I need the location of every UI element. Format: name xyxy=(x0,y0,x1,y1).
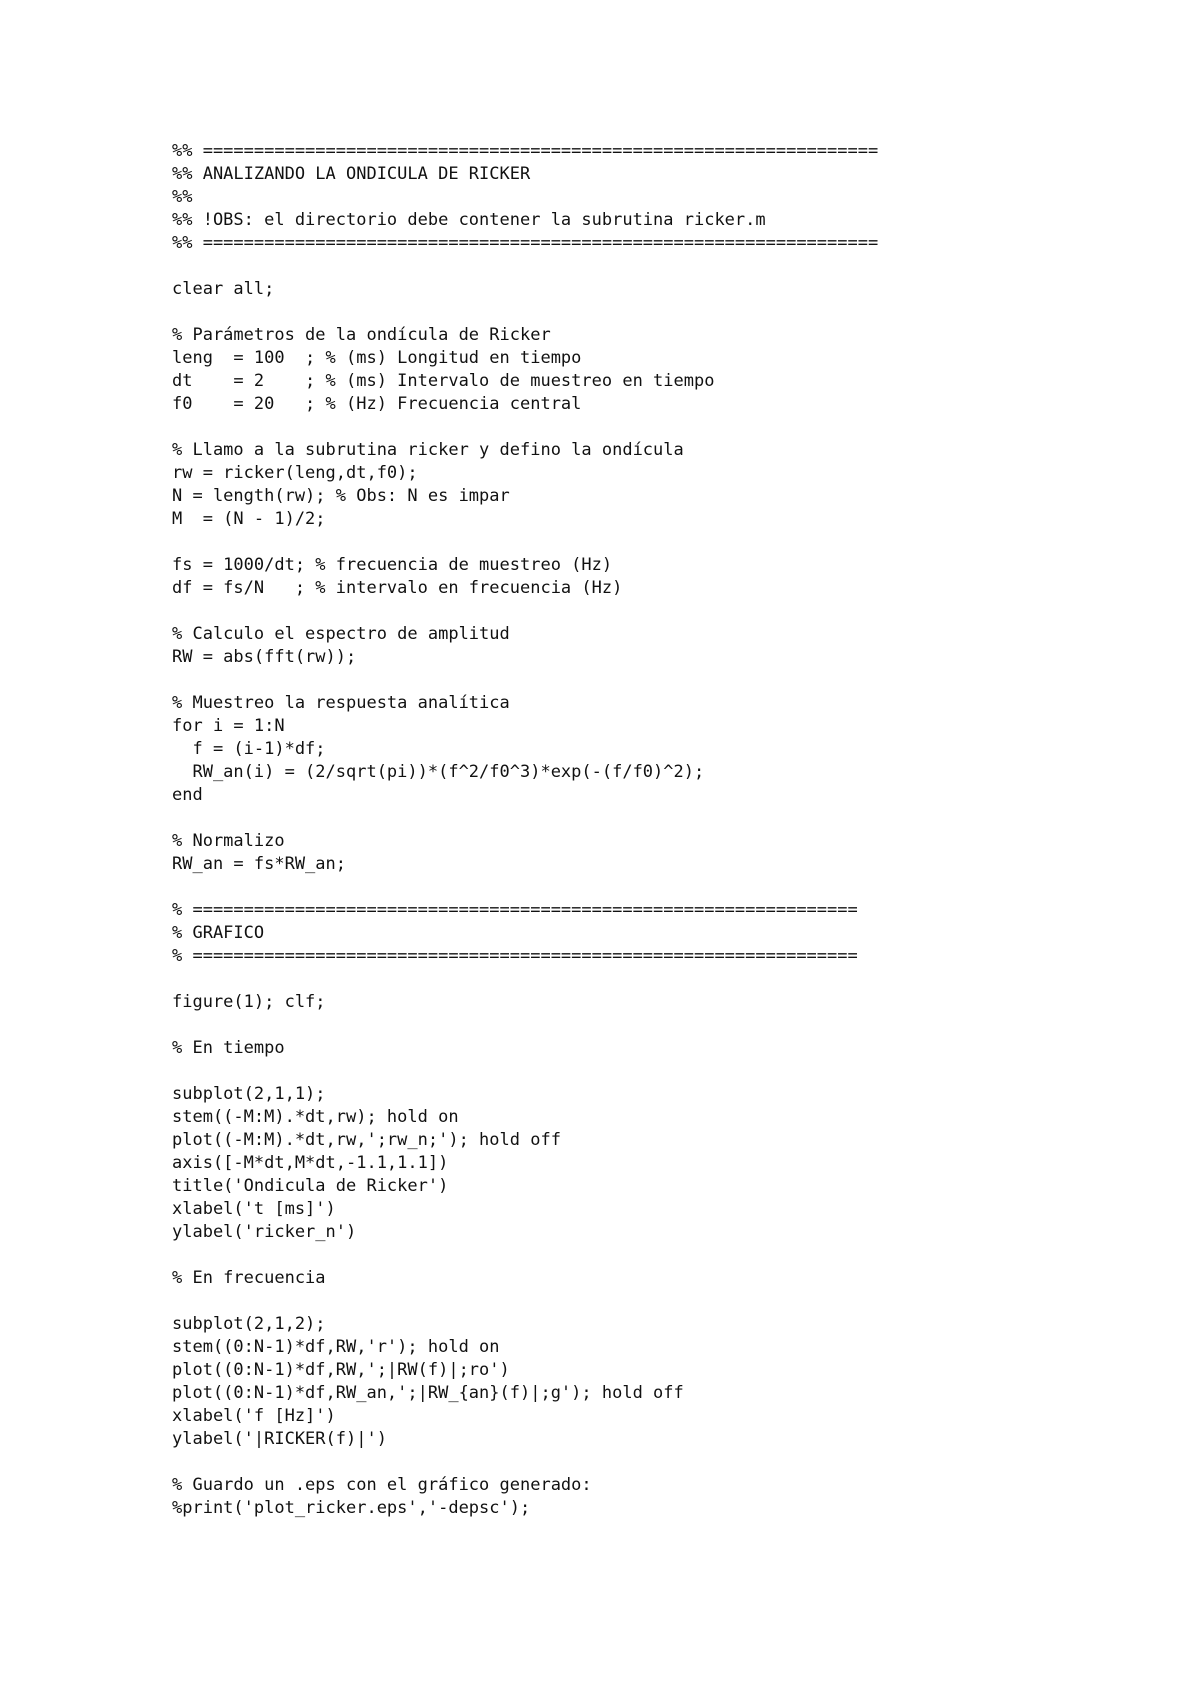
code-line: RW = abs(fft(rw)); xyxy=(172,647,357,667)
code-line: title('Ondicula de Ricker') xyxy=(172,1176,449,1196)
code-line xyxy=(172,301,1072,324)
code-line: xlabel('f [Hz]') xyxy=(172,1406,336,1426)
code-line: %% ANALIZANDO LA ONDICULA DE RICKER xyxy=(172,164,531,184)
code-line: f0 = 20 ; % (Hz) Frecuencia central xyxy=(172,394,582,414)
code-line: % En tiempo xyxy=(172,1038,285,1058)
code-line: figure(1); clf; xyxy=(172,992,326,1012)
code-listing xyxy=(172,140,1072,1520)
code-line: rw = ricker(leng,dt,f0); xyxy=(172,463,418,483)
code-line xyxy=(172,968,1072,991)
code-line: ylabel('|RICKER(f)|') xyxy=(172,1429,387,1449)
code-line: ylabel('ricker_n') xyxy=(172,1222,357,1242)
code-line xyxy=(172,1060,1072,1083)
code-line: % Calculo el espectro de amplitud xyxy=(172,624,510,644)
code-line: %% !OBS: el directorio debe contener la subrutina ricker.m xyxy=(172,210,766,230)
code-line: subplot(2,1,2); xyxy=(172,1314,326,1334)
code-line: df = fs/N ; % intervalo en frecuencia (Hz) xyxy=(172,578,623,598)
code-line: %print('plot_ricker.eps','-depsc'); xyxy=(172,1498,531,1518)
code-line: %% xyxy=(172,187,193,207)
code-line: % Parámetros de la ondícula de Ricker xyxy=(172,325,551,345)
code-line: % ================================================================= xyxy=(172,900,858,920)
code-line: % Normalizo xyxy=(172,831,285,851)
code-line: subplot(2,1,1); xyxy=(172,1084,326,1104)
code-line: f = (i-1)*df; xyxy=(172,739,326,759)
code-line: RW_an = fs*RW_an; xyxy=(172,854,346,874)
code-line: plot((-M:M).*dt,rw,';rw_n;'); hold off xyxy=(172,1130,561,1150)
code-line: %% ================================================================== xyxy=(172,141,879,161)
code-line: RW_an(i) = (2/sqrt(pi))*(f^2/f0^3)*exp(-(f/f0)^2); xyxy=(172,762,705,782)
code-line: % ================================================================= xyxy=(172,946,858,966)
code-line xyxy=(172,1244,1072,1267)
code-line xyxy=(172,255,1072,278)
code-line xyxy=(172,876,1072,899)
code-line: plot((0:N-1)*df,RW_an,';|RW_{an}(f)|;g'); hold off xyxy=(172,1383,684,1403)
code-line: % Llamo a la subrutina ricker y defino la ondícula xyxy=(172,440,684,460)
code-line: %% ================================================================== xyxy=(172,233,879,253)
code-line: dt = 2 ; % (ms) Intervalo de muestreo en tiempo xyxy=(172,371,715,391)
code-line: % Muestreo la respuesta analítica xyxy=(172,693,510,713)
code-line: % Guardo un .eps con el gráfico generado: xyxy=(172,1475,592,1495)
code-line: % En frecuencia xyxy=(172,1268,326,1288)
code-line xyxy=(172,531,1072,554)
code-line: end xyxy=(172,785,203,805)
code-line xyxy=(172,1451,1072,1474)
code-line xyxy=(172,1014,1072,1037)
code-line xyxy=(172,807,1072,830)
code-line: fs = 1000/dt; % frecuencia de muestreo (Hz) xyxy=(172,555,613,575)
code-line: % GRAFICO xyxy=(172,923,265,943)
code-line xyxy=(172,416,1072,439)
code-line: stem((-M:M).*dt,rw); hold on xyxy=(172,1107,459,1127)
code-line: stem((0:N-1)*df,RW,'r'); hold on xyxy=(172,1337,500,1357)
code-line: axis([-M*dt,M*dt,-1.1,1.1]) xyxy=(172,1153,449,1173)
code-line: for i = 1:N xyxy=(172,716,285,736)
code-line xyxy=(172,600,1072,623)
code-line xyxy=(172,669,1072,692)
code-line xyxy=(172,1290,1072,1313)
code-line: plot((0:N-1)*df,RW,';|RW(f)|;ro') xyxy=(172,1360,510,1380)
code-line: M = (N - 1)/2; xyxy=(172,509,326,529)
code-line: clear all; xyxy=(172,279,275,299)
code-line: xlabel('t [ms]') xyxy=(172,1199,336,1219)
code-line: N = length(rw); % Obs: N es impar xyxy=(172,486,510,506)
code-line: leng = 100 ; % (ms) Longitud en tiempo xyxy=(172,348,582,368)
